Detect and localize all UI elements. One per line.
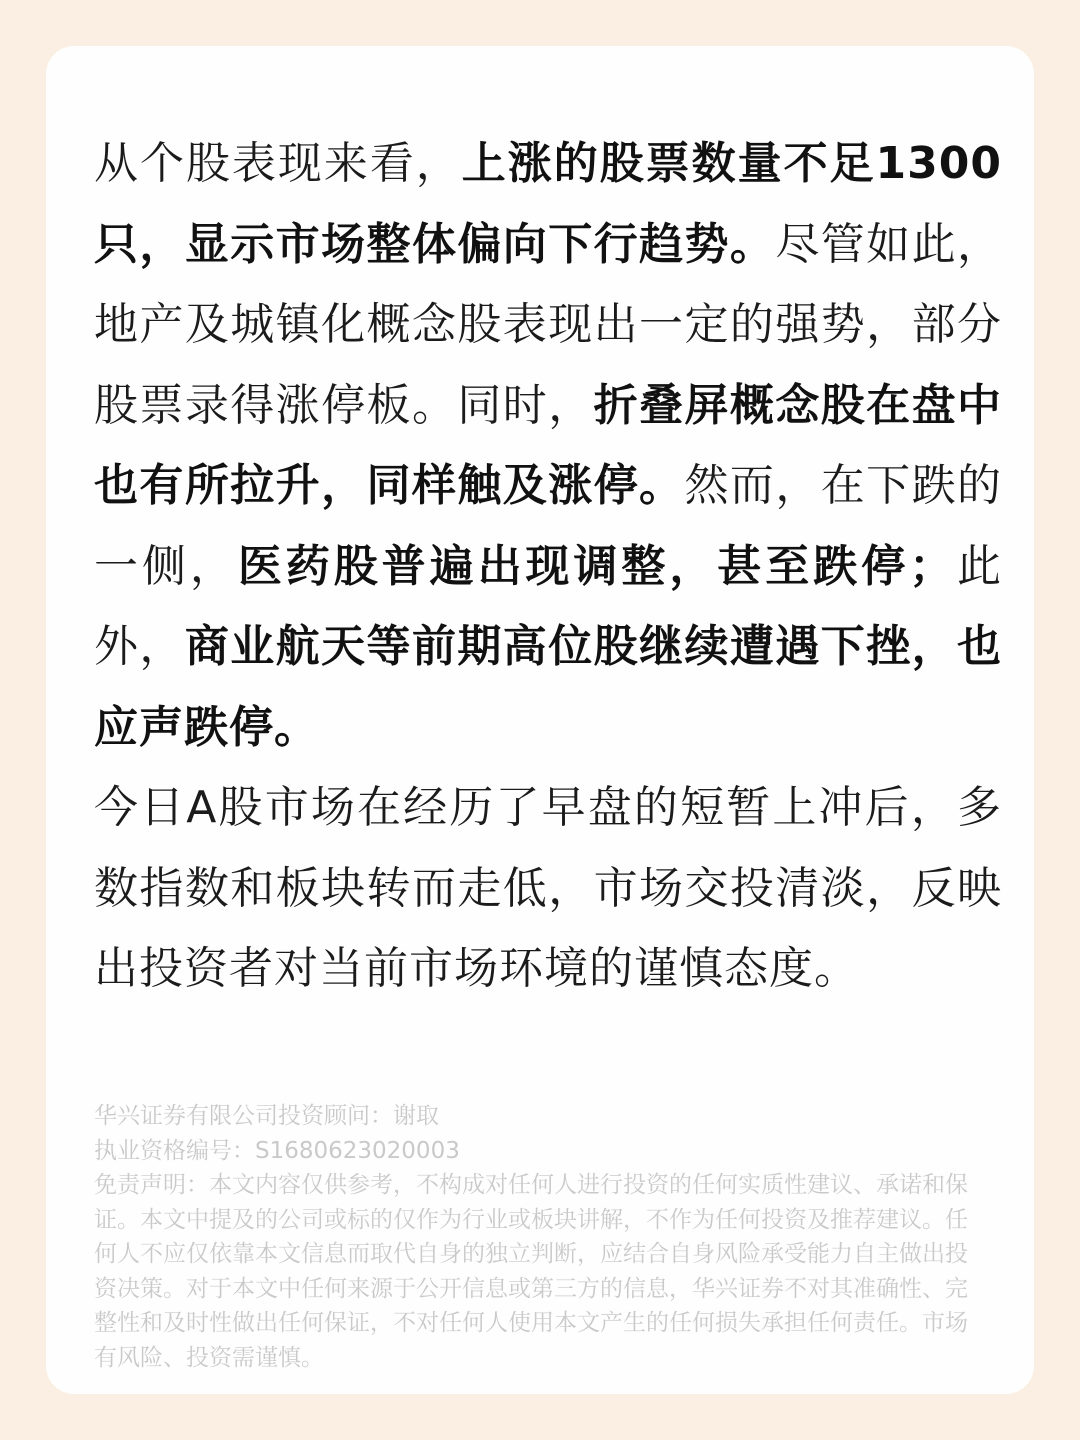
bold-segment-pharma: 医药股普遍出现调整，甚至跌停； — [237, 540, 955, 592]
license-line: 执业资格编号：S1680623020003 — [94, 1137, 460, 1164]
bold-segment-aerospace: 商业航天等前期高位股继续遭遇下挫，也应声跌停。 — [94, 621, 1002, 753]
text-segment: 尽管如此，地产及城镇化概念股表现出一定的强势，部分股票录得涨停板。同时， — [94, 218, 1003, 431]
bold-segment-rising-stocks: 上涨的股票数量不足1300只，显示市场整体偏向下行趋势。 — [94, 138, 1002, 270]
disclaimer-statement: 免责声明：本文内容仅供参考，不构成对任何人进行投资的任何实质性建议、承诺和保证。本文中提及的公司或标的仅作为行业或板块讲解，不作为任何投资及推荐建议。任何人不应仅依靠本文信息而取代自身的独立判断，应结合自身风险承受能力自主做出投资决策。对于本文中任何来源于公开信息或第三方的信息，华兴证券不对其准确性、完整性和及时性做出任何保证，不对任何人使用本文产生的任何损失承担任何责任。市场有风险、投资需谨慎。 — [94, 1172, 968, 1371]
paragraph-market-stocks — [94, 124, 1002, 768]
text-segment: 从个股表现来看， — [94, 138, 462, 189]
paragraph-market-summary: 今日A股市场在经历了早盘的短暂上冲后，多数指数和板块转而走低，市场交投清淡，反映出投资者对当前市场环境的谨慎态度。 — [94, 782, 1002, 994]
bold-segment-foldable-screen: 折叠屏概念股在盘中也有所拉升，同样触及涨停。 — [94, 379, 1003, 511]
disclaimer-block — [94, 1099, 986, 1375]
advisor-line: 华兴证券有限公司投资顾问：谢取 — [94, 1103, 439, 1129]
text-segment: 此外， — [94, 540, 1003, 672]
article-body — [94, 124, 1002, 1010]
text-segment: 然而，在下跌的一侧， — [94, 460, 1003, 592]
content-card — [46, 46, 1034, 1394]
